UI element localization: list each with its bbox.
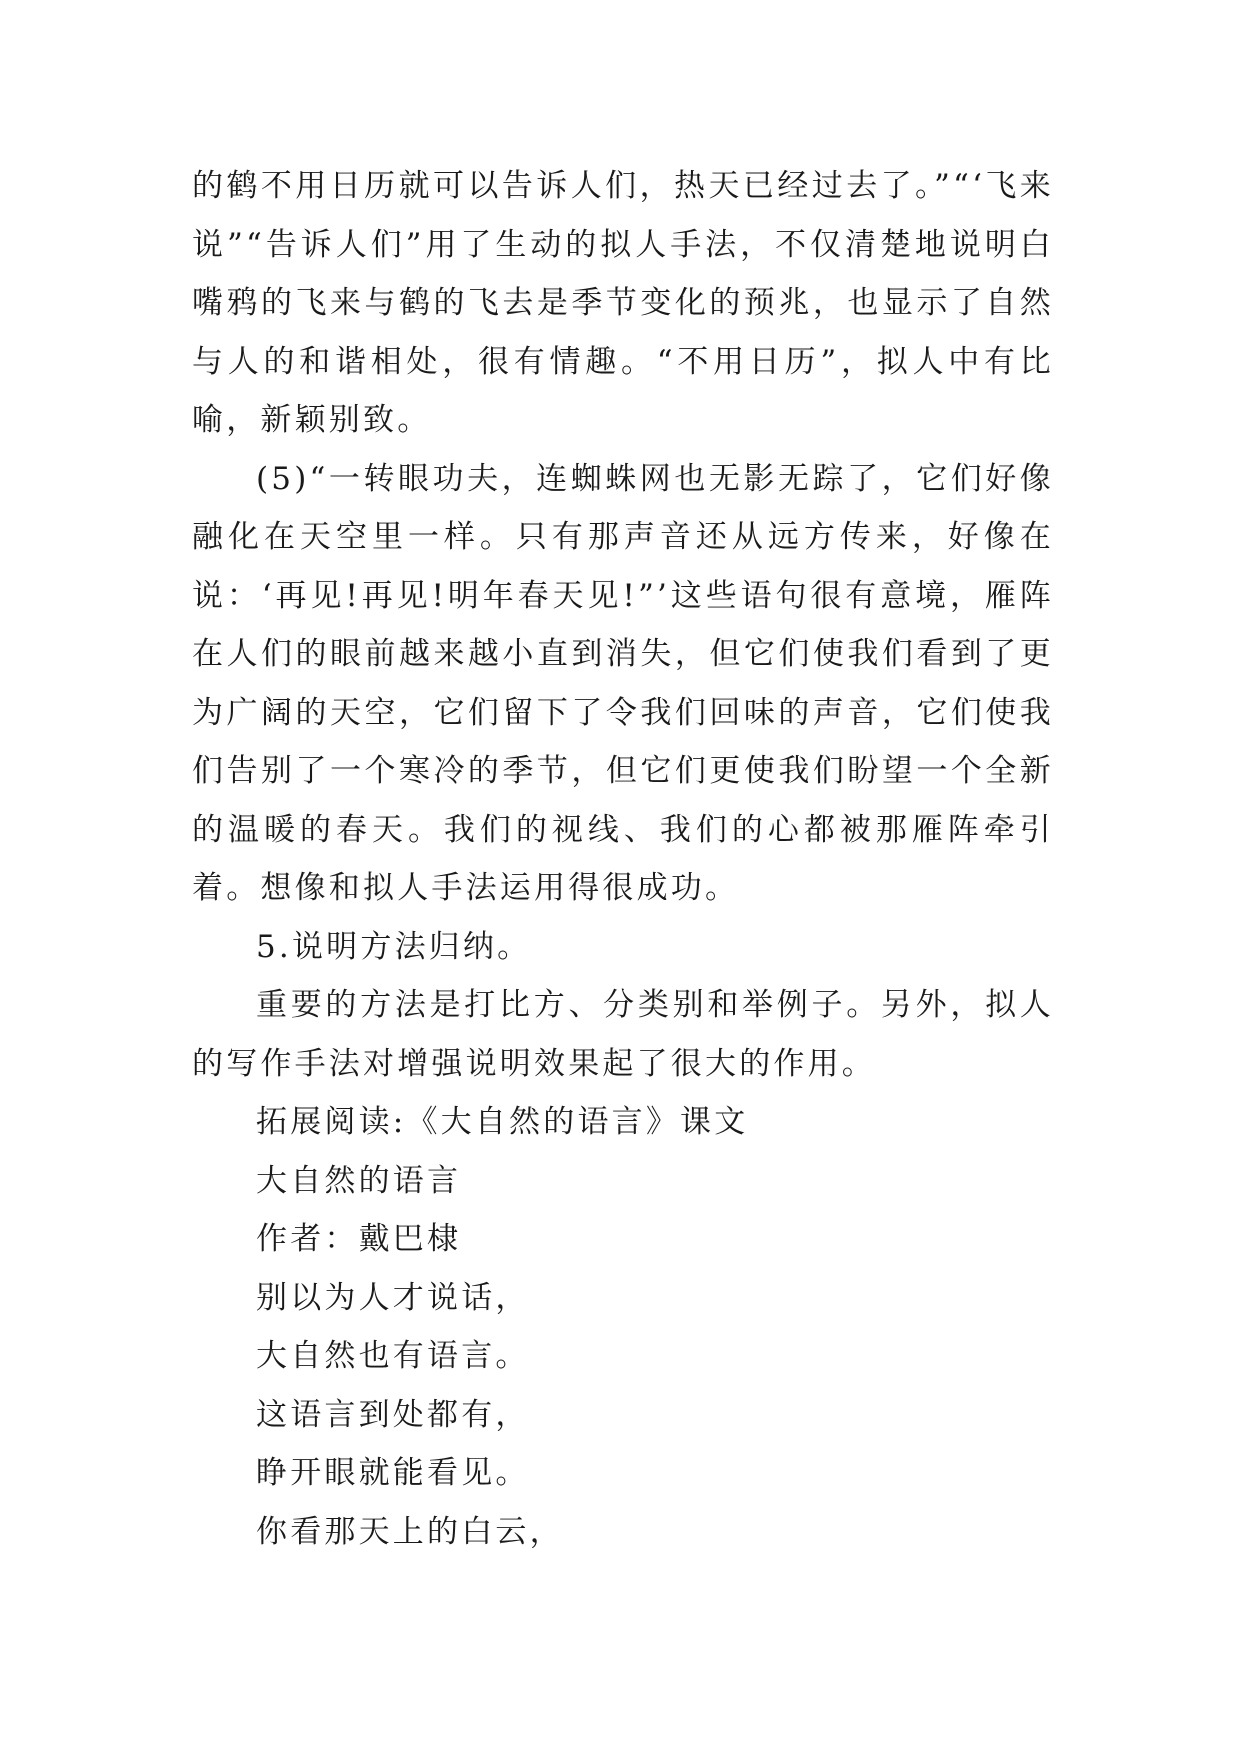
- poem-author: 作者：戴巴棣: [256, 1221, 462, 1257]
- poem-line: 睁开眼就能看见。: [256, 1455, 530, 1491]
- poem-line: 别以为人才说话，: [256, 1279, 530, 1316]
- paragraph-method-summary: 重要的方法是打比方、分类别和举例子。另外，拟人的写作手法对增强说明效果起了很大的作用。: [192, 987, 1054, 1082]
- document-body: [192, 157, 1054, 1561]
- poem-line: 大自然也有语言。: [256, 1338, 530, 1374]
- paragraph-continuation: 的鹤不用日历就可以告诉人们，热天已经过去了。”“‘飞来说”“告诉人们”用了生动的拟人手法，不仅清楚地说明白嘴鸦的飞来与鹤的飞去是季节变化的预兆，也显示了自然与人的和谐相处，很有情趣。“不用日历”，拟人中有比喻，新颖别致。: [192, 168, 1054, 438]
- extended-reading-title: 拓展阅读:《大自然的语言》课文: [256, 1104, 749, 1140]
- poem-line: 这语言到处都有，: [256, 1396, 530, 1433]
- paragraph-section-heading: 5.说明方法归纳。: [256, 928, 532, 965]
- poem-line: 你看那天上的白云，: [256, 1513, 564, 1550]
- paragraph-point-5: (5)“一转眼功夫，连蜘蛛网也无影无踪了，它们好像融化在天空里一样。只有那声音还从远方传来，好像在说：‘再见!再见!明年春天见!”’这些语句很有意境，雁阵在人们的眼前越来越小直到消失，但它们使我们看到了更为广阔的天空，它们留下了令我们回味的声音，它们使我们告别了一个寒冷的季节，但它们更使我们盼望一个全新的温暖的春天。我们的视线、我们的心都被那雁阵牵引着。想像和拟人手法运用得很成功。: [192, 460, 1054, 906]
- poem-title: 大自然的语言: [256, 1162, 462, 1199]
